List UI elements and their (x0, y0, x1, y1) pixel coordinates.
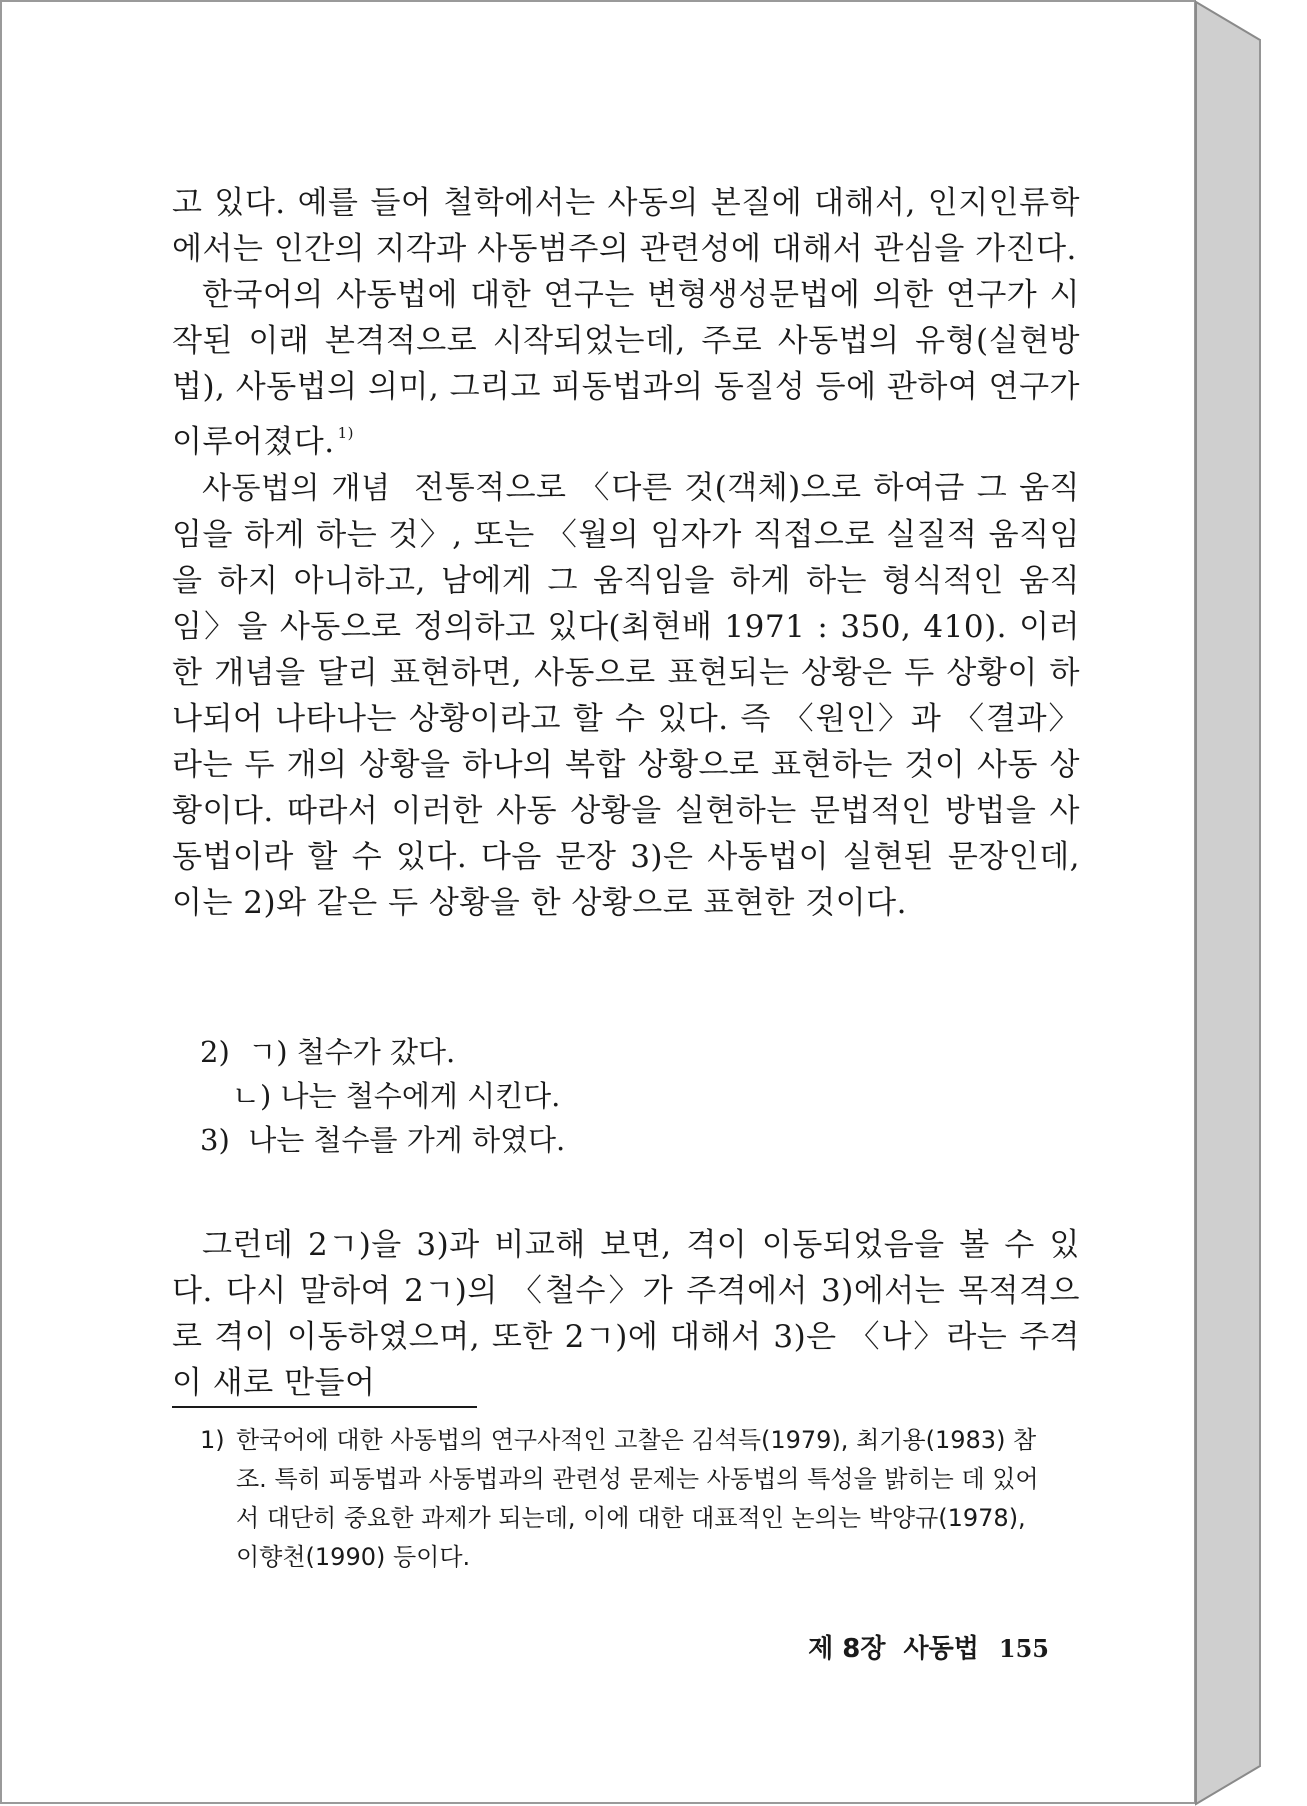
footnote-number: 1) (200, 1426, 225, 1454)
example-sentences (200, 1030, 1000, 1162)
footnote-line-1: 한국어에 대한 사동법의 연구사적인 고찰은 김석득(1979), 최기용(1983) 참 (236, 1426, 1037, 1454)
paragraph-3 (172, 465, 1080, 926)
paragraph-3-text: 전통적으로 〈다른 것(객체)으로 하여금 그 움직임을 하게 하는 것〉, 또는 〈월의 임자가 직접으로 실질적 움직임을 하지 아니하고, 남에게 그 움직임을 하게 하는 형식적인 움직임〉을 사동으로 정의하고 있다(최현배 1971 : 350, 410). 이러한 개념을 달리 표현하면, 사동으로 표현되는 상황은 두 상황이 하나되어 나타나는 상황이라고 할 수 있다. 즉 〈원인〉과 〈결과〉라는 두 개의 상황을 하나의 복합 상황으로 표현하는 것이 사동 상황이다. 따라서 이러한 사동 상황을 실현하는 문법적인 방법을 사동법이라 할 수 있다. 다음 문장 3)은 사동법이 실현된 문장인데, 이는 2)와 같은 두 상황을 한 상황으로 표현한 것이다. (172, 470, 1080, 921)
footnote-line-4: 이향천(1990) 등이다. (236, 1543, 471, 1571)
chapter-title: 제 8장 사동법 (808, 1634, 979, 1664)
footnote-line-2: 조. 특히 피동법과 사동법과의 관련성 문제는 사동법의 특성을 밝히는 데 있어 (236, 1465, 1039, 1493)
page-stack-edge (1190, 0, 1307, 1806)
paragraph-1: 고 있다. 예를 들어 철학에서는 사동의 본질에 대해서, 인지인류학에서는 인간의 지각과 사동범주의 관련성에 대해서 관심을 가진다. (172, 185, 1080, 267)
paragraph-2 (172, 272, 1080, 465)
paragraph-2-text: 한국어의 사동법에 대한 연구는 변형생성문법에 의한 연구가 시작된 이래 본격적으로 시작되었는데, 주로 사동법의 유형(실현방법), 사동법의 의미, 그리고 피동법과의 동질성 등에 관하여 연구가 이루어졌다. (172, 277, 1080, 460)
example-3: 3) 나는 철수를 가게 하였다. (200, 1123, 566, 1157)
footnote-line-3: 서 대단히 중요한 과제가 되는데, 이에 대한 대표적인 논의는 박양규(1978), (236, 1504, 1026, 1532)
section-heading: 사동법의 개념 (202, 471, 391, 506)
page-number: 155 (998, 1634, 1049, 1663)
body-text (172, 180, 1080, 926)
example-2b: ㄴ) 나는 철수에게 시킨다. (232, 1079, 561, 1113)
footnote-ref[interactable]: 1) (337, 424, 354, 442)
example-2a: 2) ㄱ) 철수가 갔다. (200, 1035, 456, 1069)
footnote-divider (172, 1406, 477, 1408)
running-footer (808, 1628, 1049, 1665)
paragraph-4: 그런데 2ㄱ)을 3)과 비교해 보면, 격이 이동되었음을 볼 수 있다. 다시 말하여 2ㄱ)의 〈철수〉가 주격에서 3)에서는 목적격으로 격이 이동하였으며, 또한 2ㄱ)에 대해서 3)은 〈나〉라는 주격이 새로 만들어 (172, 1227, 1080, 1401)
footnote (200, 1421, 1082, 1577)
body-text-2 (172, 1222, 1080, 1406)
